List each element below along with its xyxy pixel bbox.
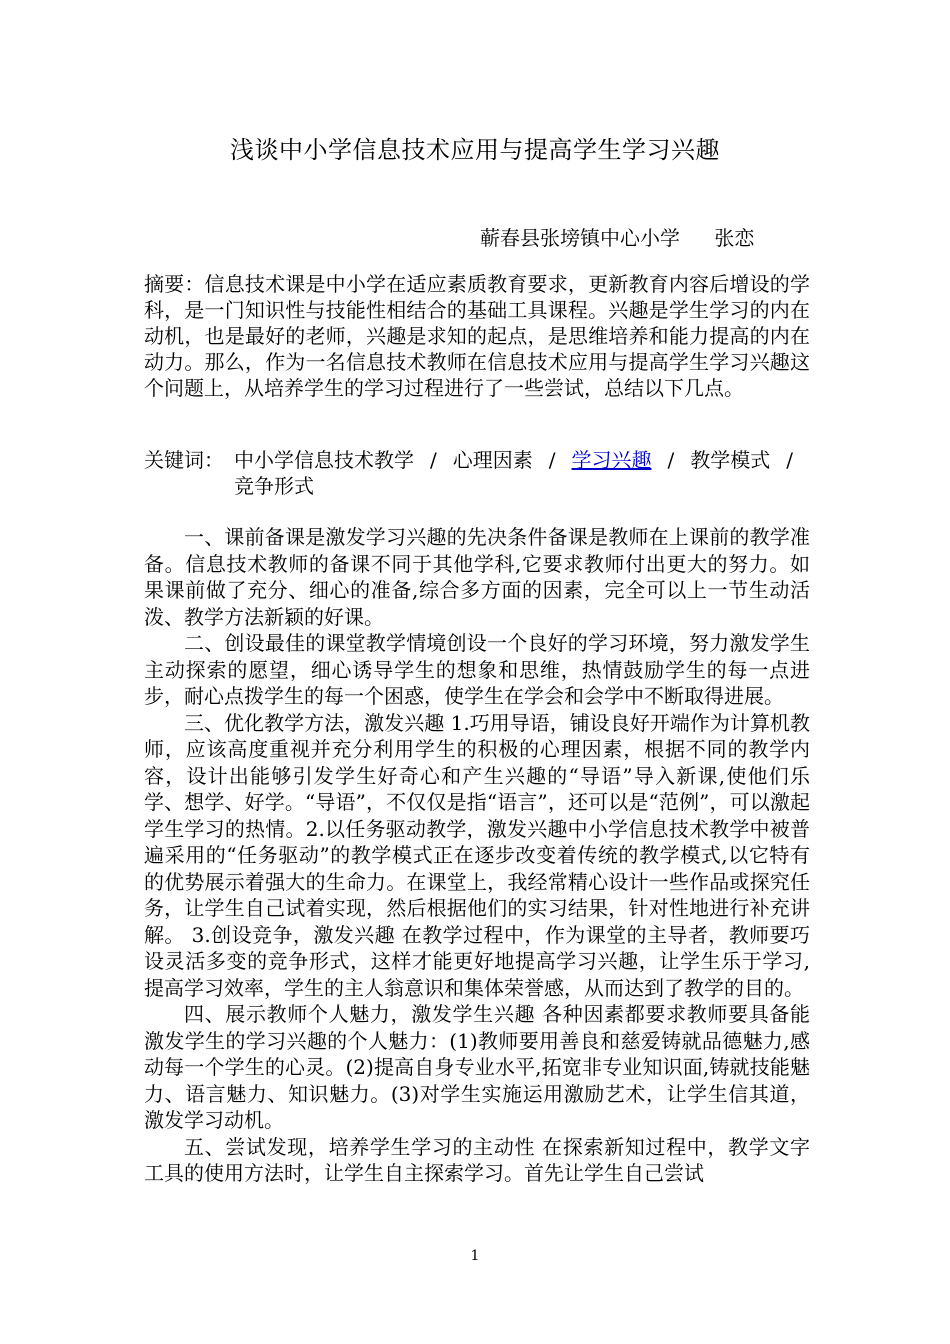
keyword-separator: / xyxy=(430,448,437,472)
keyword-item: 教学模式 xyxy=(690,448,771,472)
author-name: 张恋 xyxy=(714,226,755,250)
keywords-label: 关键词： xyxy=(144,448,224,472)
keywords-section xyxy=(144,447,810,499)
keyword-separator: / xyxy=(786,448,793,472)
body-paragraph-2: 二、创设最佳的课堂教学情境创设一个良好的学习环境，努力激发学生主动探索的愿望，细心诱导学生的想象和思维，热情鼓励学生的每一点进步，耐心点拨学生的每一个困惑，使学生在学会和会学中不断取得进展。 xyxy=(144,631,810,708)
page-number: 1 xyxy=(470,1248,480,1264)
document-body xyxy=(144,524,810,1187)
author-line xyxy=(480,224,820,252)
school-name: 蕲春县张塝镇中心小学 xyxy=(480,226,680,250)
keywords-list xyxy=(234,447,810,499)
body-paragraph-1: 一、课前备课是激发学习兴趣的先决条件备课是教师在上课前的教学准备。信息技术教师的备课不同于其他学科,它要求教师付出更大的努力。如果课前做了充分、细心的准备,综合多方面的因素，完全可以上一节生动活泼、教学方法新颖的好课。 xyxy=(144,525,810,629)
keyword-item: 中小学信息技术教学 xyxy=(234,448,414,472)
abstract-paragraph: 摘要：信息技术课是中小学在适应素质教育要求，更新教育内容后增设的学科，是一门知识性与技能性相结合的基础工具课程。兴趣是学生学习的内在动机，也是最好的老师，兴趣是求知的起点，是思维培养和能力提高的内在动力。那么，作为一名信息技术教师在信息技术应用与提高学生学习兴趣这个问题上，从培养学生的学习过程进行了一些尝试，总结以下几点。 xyxy=(144,272,810,400)
document-title: 浅谈中小学信息技术应用与提高学生学习兴趣 xyxy=(230,136,720,164)
keyword-separator: / xyxy=(667,448,675,472)
keyword-link[interactable]: 学习兴趣 xyxy=(571,448,652,472)
keyword-item: 竞争形式 xyxy=(234,474,314,498)
body-paragraph-5: 五、尝试发现，培养学生学习的主动性 在探索新知过程中，教学文字工具的使用方法时，让学生自主探索学习。首先让学生自己尝试 xyxy=(144,1134,810,1185)
body-paragraph-4: 四、展示教师个人魅力，激发学生兴趣 各种因素都要求教师要具备能激发学生的学习兴趣的个人魅力：(1)教师要用善良和慈爱铸就品德魅力,感动每一个学生的心灵。(2)提高自身专业水平,拓宽非专业知识面,铸就技能魅力、语言魅力、知识魅力。(3)对学生实施运用激励艺术，让学生信其道，激发学习动机。 xyxy=(144,1002,810,1132)
body-paragraph-3: 三、优化教学方法，激发兴趣 1.巧用导语，铺设良好开端作为计算机教师，应该高度重视并充分利用学生的积极的心理因素，根据不同的教学内容，设计出能够引发学生好奇心和产生兴趣的“导语”导入新课,使他们乐学、想学、好学。“导语”，不仅仅是指“语言”，还可以是“范例”，可以激起学生学习的热情。2.以任务驱动教学，激发兴趣中小学信息技术教学中被普遍采用的“任务驱动”的教学模式正在逐步改变着传统的教学模式,以它特有的优势展示着强大的生命力。在课堂上，我经常精心设计一些作品或探究任务，让学生自己试着实现，然后根据他们的实习结果，针对性地进行补充讲解。 3.创设竞争，激发兴趣 在教学过程中，作为课堂的主导者，教师要巧设灵活多变的竞争形式，这样才能更好地提高学习兴趣，让学生乐于学习,提高学习效率，学生的主人翁意识和集体荣誉感，从而达到了教学的目的。 xyxy=(144,710,810,1000)
keyword-item: 心理因素 xyxy=(452,448,533,472)
keyword-separator: / xyxy=(548,448,556,472)
